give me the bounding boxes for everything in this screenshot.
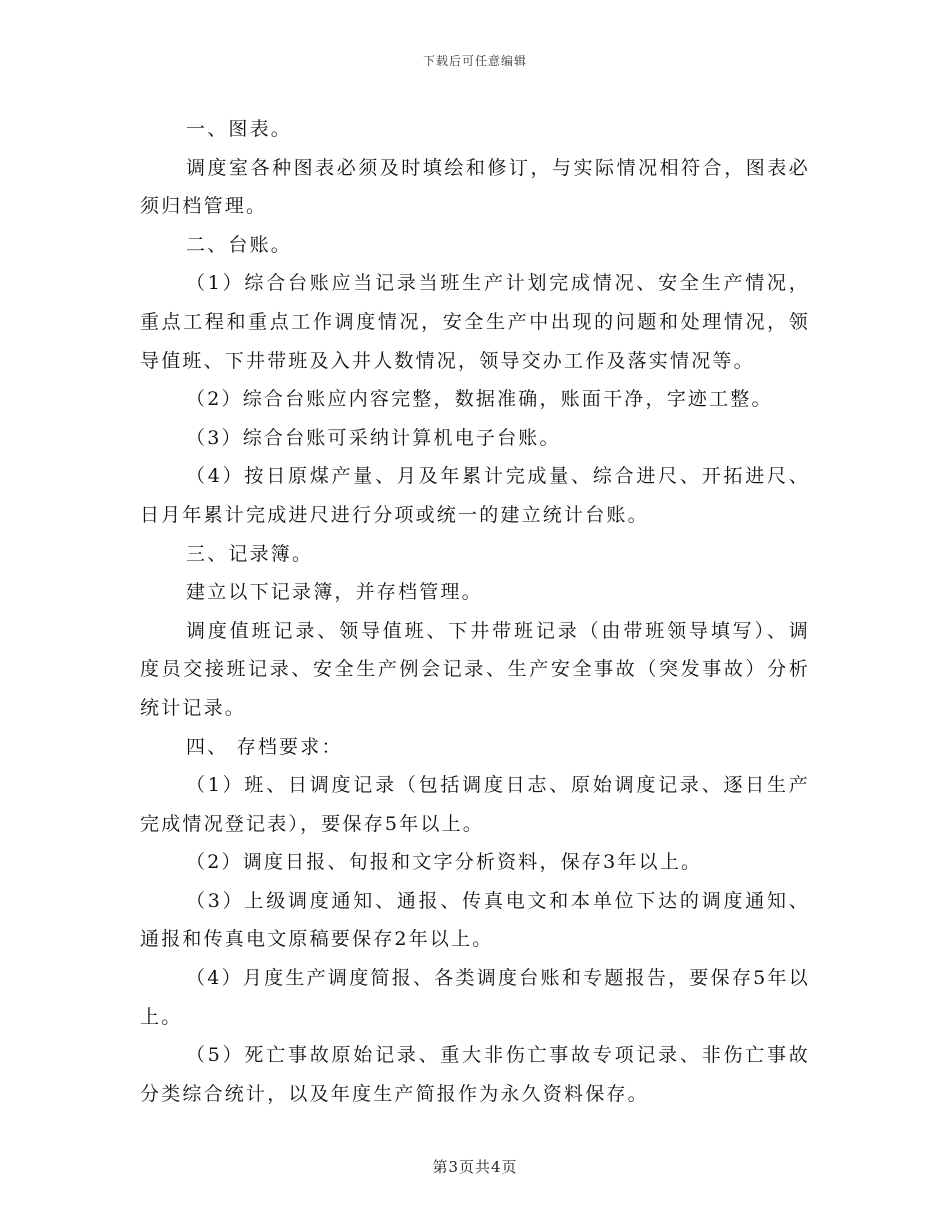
section-heading-charts: 一、图表。 [186, 118, 293, 140]
paragraph: （1）综合台账应当记录当班生产计划完成情况、安全生产情况，重点工程和重点工作调度情况，安全生产中出现的问题和处理情况，领导值班、下井带班及入井人数情况，领导交办工作及落实情况等。 [140, 272, 810, 372]
document-body [140, 110, 810, 1113]
paragraph: 建立以下记录簿，并存档管理。 [186, 581, 483, 604]
paragraph: 调度室各种图表必须及时填绘和修订，与实际情况相符合，图表必须归档管理。 [140, 156, 810, 218]
paragraph: （3）上级调度通知、通报、传真电文和本单位下达的调度通知、通报和传真电文原稿要保存2年以上。 [140, 889, 810, 951]
paragraph: （4）月度生产调度简报、各类调度台账和专题报告，要保存5年以上。 [140, 967, 810, 1028]
paragraph: （4）按日原煤产量、月及年累计完成量、综合进尺、开拓进尺、日月年累计完成进尺进行分项或统一的建立统计台账。 [140, 465, 810, 526]
paragraph: （2）综合台账应内容完整，数据准确，账面干净，字迹工整。 [186, 388, 773, 411]
section-heading-archive: 四、 存档要求： [186, 735, 343, 758]
section-heading-records: 三、记录簿。 [186, 542, 314, 565]
paragraph: （1）班、日调度记录（包括调度日志、原始调度记录、逐日生产完成情况登记表），要保存5年以上。 [140, 774, 810, 835]
section-heading-ledger: 二、台账。 [186, 233, 293, 256]
page-number: 第3页共4页 [432, 1158, 518, 1176]
paragraph: （5）死亡事故原始记录、重大非伤亡事故专项记录、非伤亡事故分类综合统计，以及年度生产简报作为永久资料保存。 [140, 1044, 810, 1105]
paragraph: （3）综合台账可采纳计算机电子台账。 [186, 426, 561, 449]
page-header: 下载后可任意编辑 [422, 54, 527, 68]
paragraph: （2）调度日报、旬报和文字分析资料，保存3年以上。 [186, 851, 703, 874]
paragraph: 调度值班记录、领导值班、下井带班记录（由带班领导填写）、调度员交接班记录、安全生产例会记录、生产安全事故（突发事故）分析统计记录。 [140, 619, 810, 719]
